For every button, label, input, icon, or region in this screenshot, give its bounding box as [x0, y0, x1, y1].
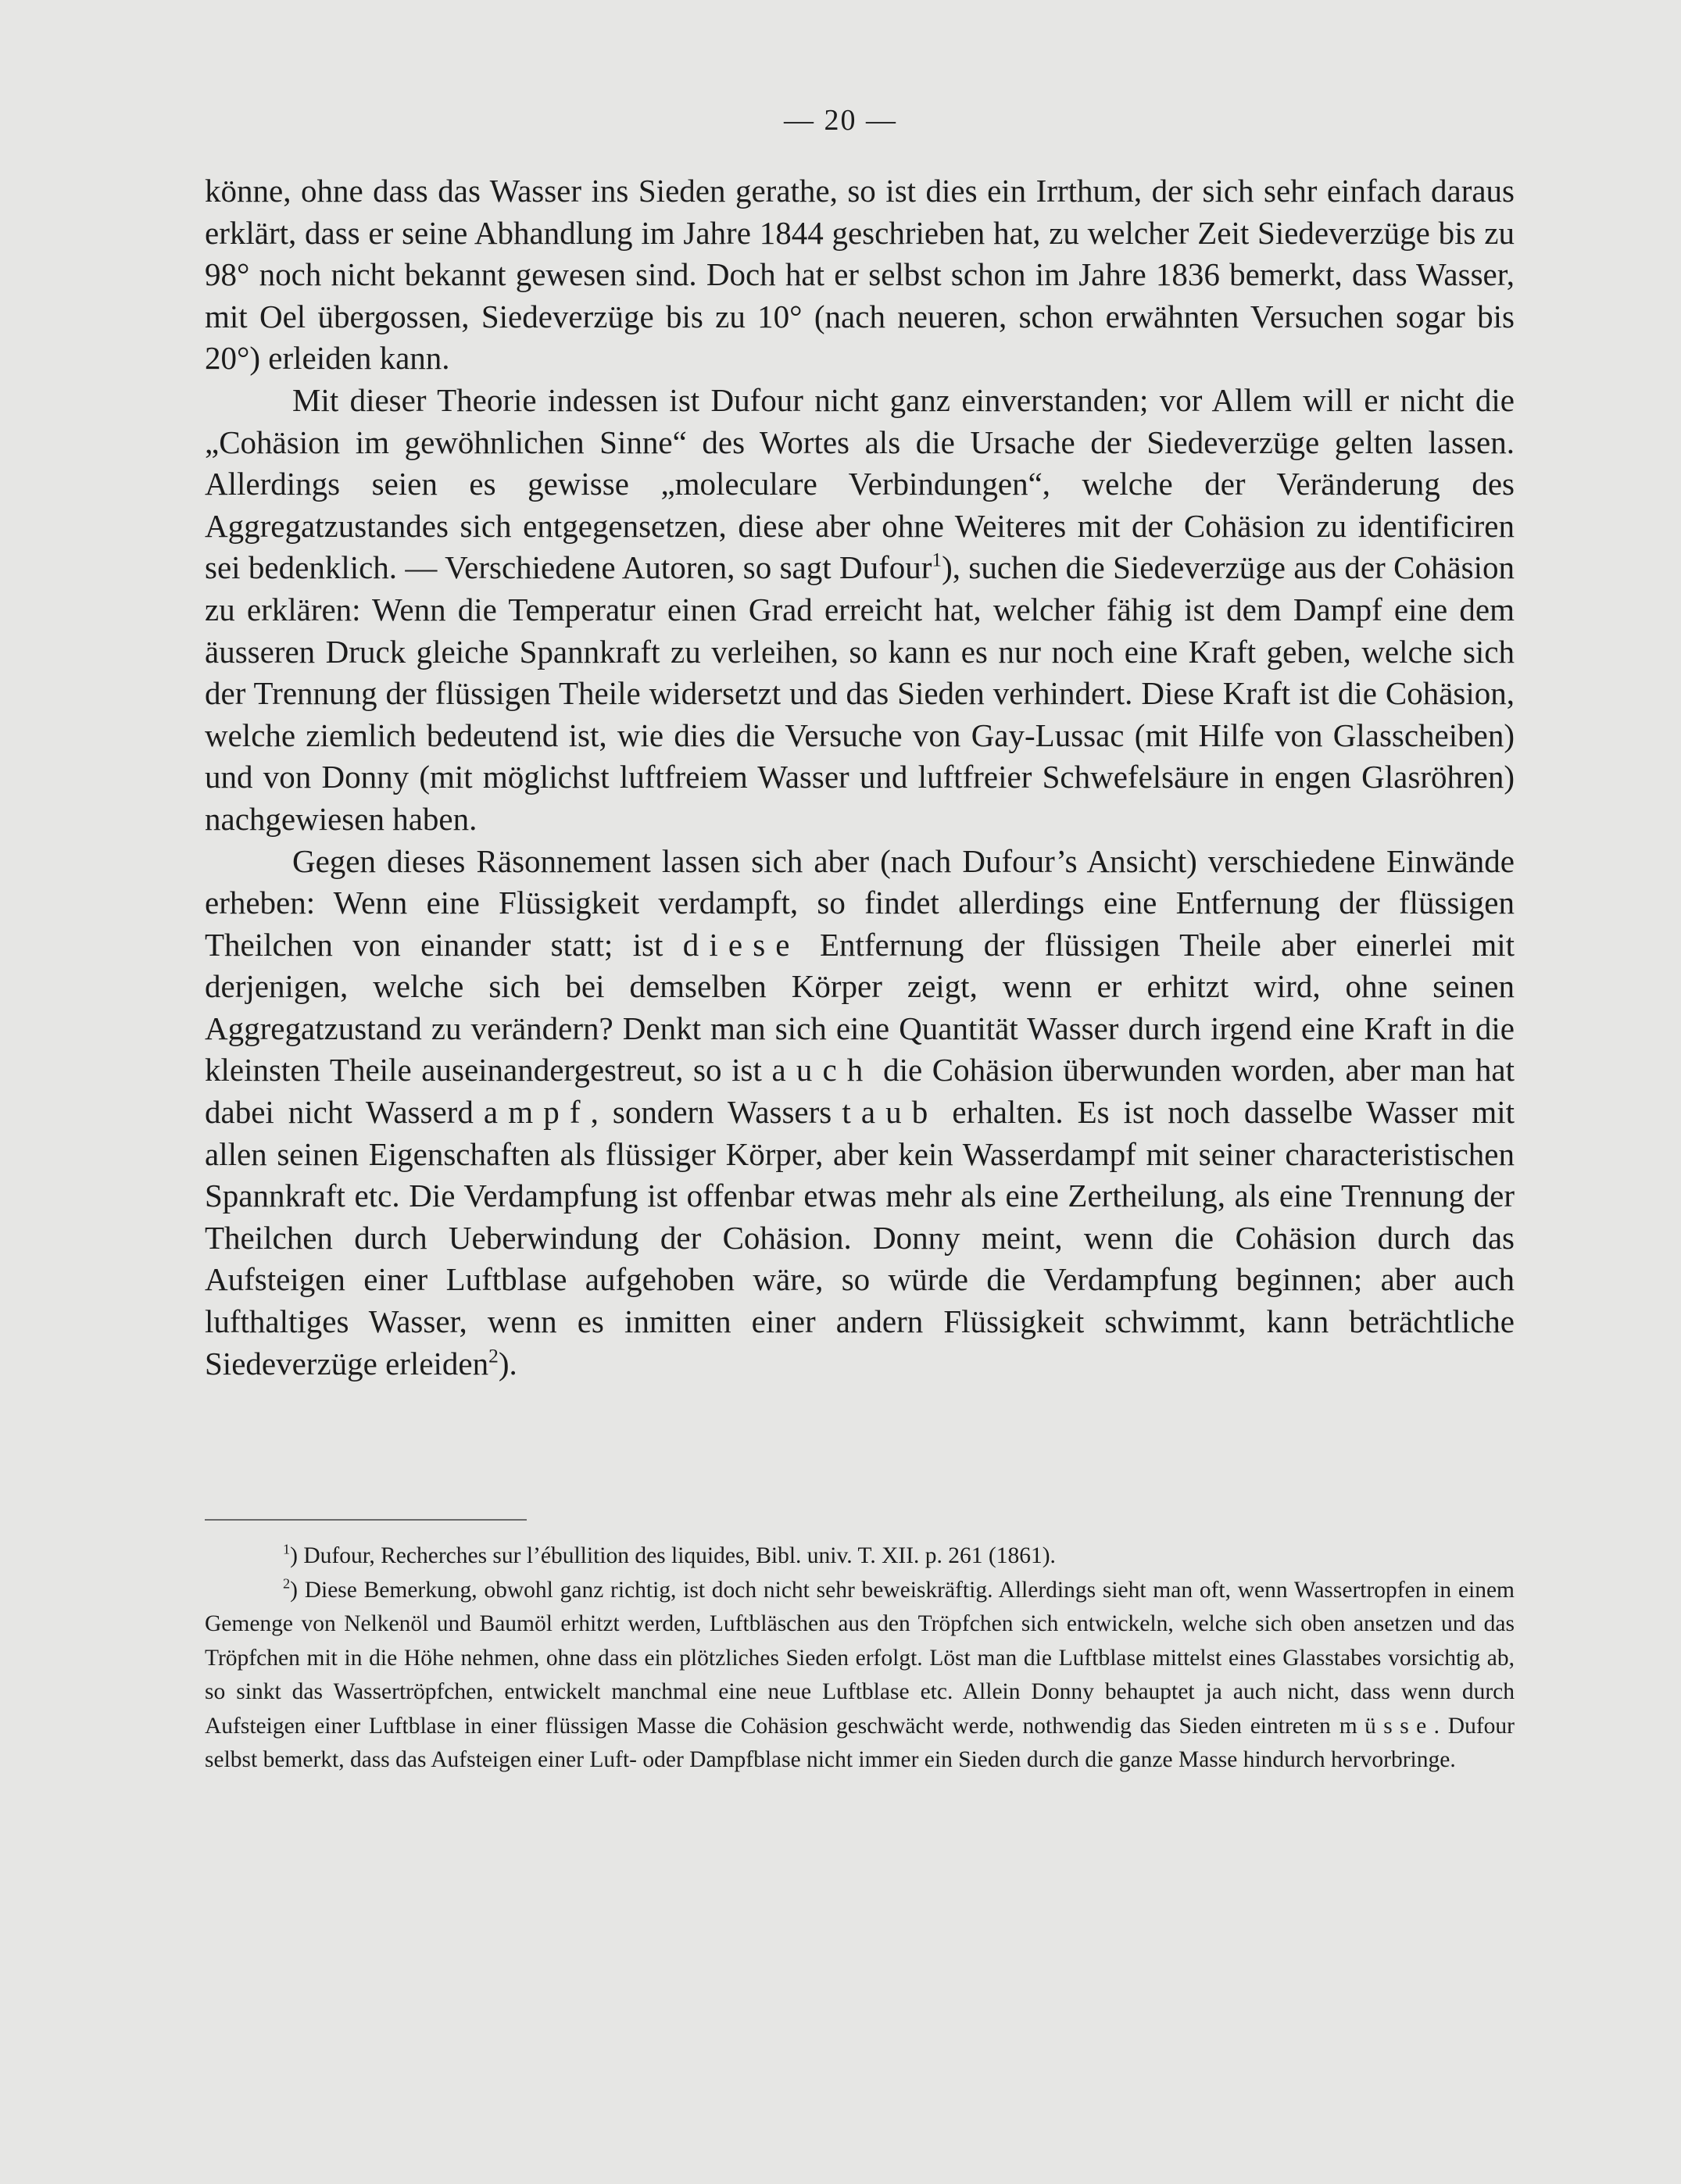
footnote-divider [205, 1519, 527, 1521]
footnote-ref-2[interactable]: 2 [488, 1344, 499, 1367]
footnote-ref-1[interactable]: 1 [932, 549, 942, 571]
emphasis-muesse: müsse [1339, 1713, 1434, 1739]
paragraph-3-text-c: die Cohäsion überwunden worden, aber man hat dabei nicht Wasser [205, 1052, 1515, 1131]
paragraph-3-text-b: Entfernung der flüssigen Theile aber einerlei mit derjenigen, welche sich bei demselben Körper zeigt, wenn er erhitzt wird, ohne seinen Aggregatzustand zu verändern? Denkt man sich eine Quantität Wasser durch irgend eine Kraft in die kleinsten Theile auseinandergestreut, so ist [205, 926, 1515, 1088]
paragraph-3-text-d: , sondern Wasser [590, 1094, 820, 1131]
paragraph-3: Gegen dieses Räsonnement lassen sich aber (nach Dufour’s Ansicht) verschiedene Einwände erheben: Wenn eine Flüssigkeit verdampft, so findet allerdings eine Entfernung der flüssigen Theilchen von einander statt; ist diese Entfernung der flüssigen Theile aber einerlei mit derjenigen, welche sich bei demselben Körper zeigt, wenn er erhitzt wird, ohne seinen Aggregatzustand zu verändern? Denkt man sich eine Quantität Wasser durch irgend eine Kraft in die kleinsten Theile auseinandergestreut, so ist auch die Cohäsion überwunden worden, aber man hat dabei nicht Wasserdampf, sondern Wasserstaub erhalten. Es ist noch dasselbe Wasser mit allen seinen Eigenschaften als flüssiger Körper, aber kein Wasserdampf mit seiner characteristischen Spannkraft etc. Die Verdampfung ist offenbar etwas mehr als eine Zertheilung, als eine Trennung der Theilchen durch Ueberwindung der Cohäsion. Donny meint, wenn die Cohäsion durch das Aufsteigen einer Luftblase aufgehoben wäre, so würde die Verdampfung beginnen; aber auch lufthaltiges Wasser, wenn es inmitten einer andern Flüssigkeit schwimmt, kann beträchtliche Siedeverzüge erleiden$^2$). [205, 842, 1515, 1382]
footnote-2-mark: 2 [283, 1575, 291, 1592]
footnote-1 [205, 1539, 1515, 1574]
paragraph-2-text-b: , suchen die Siedeverzüge aus der Cohäsion zu erklären: Wenn die Temperatur einen Grad erreicht hat, welcher fähig ist dem Dampf eine dem äusseren Druck gleiche Spannkraft zu verleihen, so kann es nur noch eine Kraft geben, welche sich der Trennung der flüssigen Theile widersetzt und das Sieden verhindert. Diese Kraft ist die Cohäsion, welche ziemlich bedeutend ist, wie dies die Versuche von Gay-Lussac (mit Hilfe von Glasscheiben) und von Donny (mit möglichst luftfreiem Wasser und luftfreier Schwefelsäure in engen Glasröhren) nachgewiesen haben. [205, 549, 1515, 837]
footnote-2-text-a: ) Diese Bemerkung, obwohl ganz richtig, ist doch nicht sehr beweiskräftig. Allerdings sieht man oft, wenn Wassertropfen in einem Gemenge von Nelkenöl und Baumöl erhitzt werden, Luftbläschen aus den Tröpfchen sich entwickeln, welche sich oben ansetzen und das Tröpfchen mit in die Höhe nehmen, ohne dass ein plötzliches Sieden erfolgt. Löst man die Luftblase mittelst eines Glasstabes vorsichtig ab, so sinkt das Wassertröpfchen, entwickelt manchmal eine neue Luftblase etc. Allein Donny behauptet ja auch nicht, dass wenn durch Aufsteigen einer Luftblase in einer flüssigen Masse die Cohäsion geschwächt werde, nothwendig das Sieden eintreten [205, 1577, 1515, 1739]
paragraph-3-text-a: Gegen dieses Räsonnement lassen sich aber (nach Dufour’s Ansicht) verschiedene Einwände erheben: Wenn eine Flüssigkeit verdampft, so findet allerdings eine Entfernung der flüssigen Theilchen von einander statt; ist [205, 842, 1515, 963]
emphasis-auch: auch [771, 1052, 874, 1088]
emphasis-staub: staub [819, 1094, 939, 1131]
footnote-1-mark: 1 [283, 1541, 291, 1557]
main-text [205, 170, 1515, 1385]
footnote-2-text-b: . Dufour selbst bemerkt, dass das Aufsteigen einer Luft- oder Dampfblase nicht immer ein Sieden durch die ganze Masse hindurch hervorbringe. [205, 1713, 1515, 1772]
paragraph-3-text-e: erhalten. Es ist noch dasselbe Wasser mit allen seinen Eigenschaften als flüssiger Körper, aber kein Wasserdampf mit seiner characteristischen Spannkraft etc. Die Verdampfung ist offenbar etwas mehr als eine Zertheilung, als eine Trennung der Theilchen durch Ueberwindung der Cohäsion. Donny meint, wenn die Cohäsion durch das Aufsteigen einer Luftblase aufgehoben wäre, so würde die Verdampfung beginnen; aber auch lufthaltiges Wasser, wenn es inmitten einer andern Flüssigkeit schwimmt, kann beträchtliche Siedeverzüge erleiden [205, 1094, 1515, 1382]
footnote-2 [205, 1574, 1515, 1778]
paragraph-3-end: . [509, 1345, 517, 1382]
page-number: — 20 — [784, 104, 897, 137]
paragraph-2-text-a: Mit dieser Theorie indessen ist Dufour nicht ganz einverstanden; vor Allem will er nicht die „Cohäsion im gewöhnlichen Sinne“ des Wortes als die Ursache der Siedeverzüge gelten lassen. Allerdings seien es gewisse „moleculare Verbindungen“, welche der Veränderung des Aggregatzustandes sich entgegensetzen, diese aber ohne Weiteres mit der Cohäsion zu identificiren sei bedenklich. — Verschiedene Autoren, so sagt Dufour [205, 381, 1515, 586]
emphasis-diese: diese [682, 926, 800, 963]
paragraph-2: Mit dieser Theorie indessen ist Dufour nicht ganz einverstanden; vor Allem will er nicht die „Cohäsion im gewöhnlichen Sinne“ des Wortes als die Ursache der Siedeverzüge gelten lassen. Allerdings seien es gewisse „moleculare Verbindungen“, welche der Veränderung des Aggregatzustandes sich entgegensetzen, diese aber ohne Weiteres mit der Cohäsion zu identificiren sei bedenklich. — Verschiedene Autoren, so sagt Dufour$^1$), suchen die Siedeverzüge aus der Cohäsion zu erklären: Wenn die Temperatur einen Grad erreicht hat, welcher fähig ist dem Dampf eine dem äusseren Druck gleiche Spannkraft zu verleihen, so kann es nur noch eine Kraft geben, welche sich der Trennung der flüssigen Theile widersetzt und das Sieden verhindert. Diese Kraft ist die Cohäsion, welche ziemlich bedeutend ist, wie dies die Versuche von Gay-Lussac (mit Hilfe von Glasscheiben) und von Donny (mit möglichst luftfreiem Wasser und luftfreier Schwefelsäure in engen Glasröhren) nachgewiesen haben. [205, 381, 1515, 837]
footnote-1-text: ) Dufour, Recherches sur l’ébullition des liquides, Bibl. univ. T. XII. p. 261 (1861). [290, 1543, 1056, 1568]
paragraph-1: könne, ohne dass das Wasser ins Sieden gerathe, so ist dies ein Irrthum, der sich sehr einfach daraus erklärt, dass er seine Abhandlung im Jahre 1844 geschrieben hat, zu welcher Zeit Siedeverzüge bis zu 98° noch nicht bekannt gewesen sind. Doch hat er selbst schon im Jahre 1836 bemerkt, dass Wasser, mit Oel übergossen, Siedeverzüge bis zu 10° (nach neueren, schon erwähnten Versuchen sogar bis 20°) erleiden kann. [205, 173, 1515, 377]
emphasis-dampf: dampf [457, 1094, 591, 1131]
footnotes [205, 1539, 1515, 1778]
